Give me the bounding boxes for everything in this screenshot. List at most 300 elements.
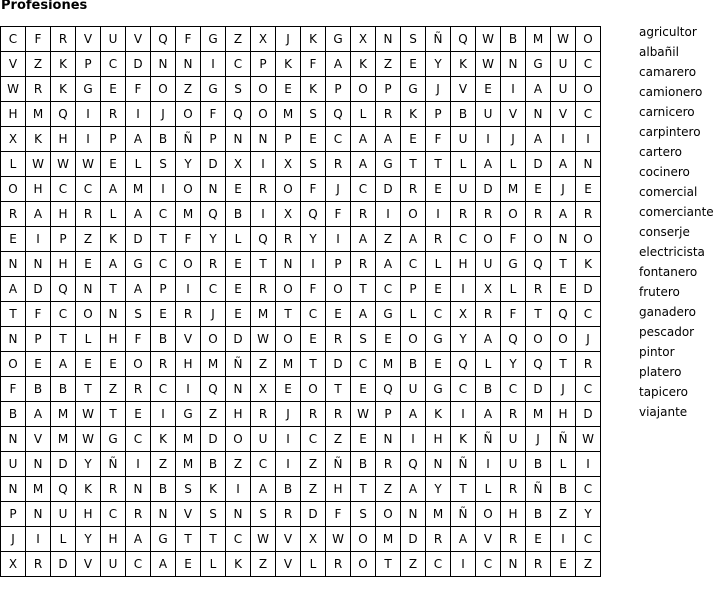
grid-cell: W	[476, 52, 501, 77]
grid-cell: E	[526, 177, 551, 202]
grid-cell: R	[1, 202, 26, 227]
grid-cell: J	[551, 177, 576, 202]
grid-cell: C	[126, 552, 151, 577]
grid-cell: I	[251, 202, 276, 227]
grid-cell: Y	[201, 227, 226, 252]
grid-cell: J	[151, 102, 176, 127]
grid-cell: G	[326, 27, 351, 52]
grid-cell: V	[276, 552, 301, 577]
grid-cell: T	[151, 227, 176, 252]
grid-cell: O	[1, 177, 26, 202]
grid-cell: T	[551, 252, 576, 277]
grid-cell: N	[226, 127, 251, 152]
grid-cell: W	[26, 152, 51, 177]
grid-cell: G	[176, 402, 201, 427]
grid-cell: B	[351, 452, 376, 477]
grid-cell: T	[426, 152, 451, 177]
grid-cell: V	[551, 102, 576, 127]
grid-cell: F	[301, 277, 326, 302]
grid-cell: D	[526, 152, 551, 177]
grid-row	[1, 502, 601, 527]
grid-cell: K	[276, 52, 301, 77]
grid-cell: M	[376, 527, 401, 552]
word-list-item: frutero	[639, 285, 680, 299]
grid-cell: H	[326, 477, 351, 502]
grid-cell: M	[376, 352, 401, 377]
grid-cell: E	[151, 302, 176, 327]
grid-cell: C	[576, 527, 601, 552]
grid-cell: T	[551, 352, 576, 377]
grid-cell: B	[201, 452, 226, 477]
grid-cell: M	[176, 452, 201, 477]
grid-cell: Q	[376, 377, 401, 402]
grid-cell: N	[226, 377, 251, 402]
grid-cell: D	[401, 527, 426, 552]
grid-cell: N	[226, 502, 251, 527]
grid-cell: R	[251, 402, 276, 427]
grid-cell: K	[226, 552, 251, 577]
grid-row	[1, 277, 601, 302]
grid-cell: O	[401, 202, 426, 227]
grid-cell: X	[226, 152, 251, 177]
grid-cell: C	[426, 552, 451, 577]
grid-cell: T	[201, 527, 226, 552]
grid-cell: O	[401, 327, 426, 352]
grid-cell: C	[576, 302, 601, 327]
word-list-item: albañil	[639, 45, 679, 59]
grid-cell: Q	[51, 277, 76, 302]
grid-row	[1, 177, 601, 202]
grid-cell: O	[526, 327, 551, 352]
grid-cell: H	[51, 202, 76, 227]
grid-cell: L	[76, 327, 101, 352]
grid-cell: K	[451, 427, 476, 452]
grid-cell: L	[451, 152, 476, 177]
grid-cell: Z	[251, 552, 276, 577]
grid-cell: Z	[376, 52, 401, 77]
grid-cell: E	[226, 302, 251, 327]
grid-cell: I	[551, 127, 576, 152]
grid-cell: O	[176, 177, 201, 202]
grid-cell: P	[201, 127, 226, 152]
puzzle-title: Profesiones	[1, 0, 88, 13]
grid-row	[1, 77, 601, 102]
letter-grid	[0, 26, 601, 577]
grid-cell: F	[426, 127, 451, 152]
grid-cell: C	[101, 52, 126, 77]
grid-cell: I	[76, 127, 101, 152]
grid-cell: U	[401, 377, 426, 402]
grid-cell: B	[401, 352, 426, 377]
grid-cell: A	[551, 152, 576, 177]
grid-cell: L	[551, 452, 576, 477]
grid-cell: S	[351, 502, 376, 527]
grid-cell: G	[526, 52, 551, 77]
grid-cell: Ñ	[176, 127, 201, 152]
grid-cell: H	[426, 427, 451, 452]
grid-cell: T	[251, 252, 276, 277]
grid-cell: T	[351, 477, 376, 502]
grid-cell: F	[201, 102, 226, 127]
grid-cell: U	[551, 52, 576, 77]
grid-cell: I	[451, 402, 476, 427]
grid-cell: I	[276, 427, 301, 452]
grid-cell: C	[251, 452, 276, 477]
grid-cell: E	[351, 427, 376, 452]
word-list-item: fontanero	[639, 265, 698, 279]
grid-cell: Q	[51, 477, 76, 502]
grid-cell: M	[26, 477, 51, 502]
grid-cell: G	[376, 302, 401, 327]
grid-cell: G	[426, 327, 451, 352]
grid-cell: I	[176, 277, 201, 302]
grid-cell: N	[26, 502, 51, 527]
grid-cell: C	[201, 277, 226, 302]
grid-cell: F	[301, 52, 326, 77]
grid-cell: F	[126, 327, 151, 352]
grid-cell: Z	[151, 452, 176, 477]
grid-cell: G	[501, 252, 526, 277]
grid-cell: W	[251, 527, 276, 552]
grid-cell: P	[326, 77, 351, 102]
grid-cell: R	[576, 202, 601, 227]
grid-cell: P	[276, 127, 301, 152]
grid-cell: E	[426, 277, 451, 302]
grid-cell: R	[476, 302, 501, 327]
grid-cell: N	[76, 277, 101, 302]
grid-cell: O	[1, 352, 26, 377]
grid-cell: H	[51, 127, 76, 152]
grid-cell: V	[501, 102, 526, 127]
grid-cell: I	[451, 552, 476, 577]
grid-row	[1, 102, 601, 127]
grid-cell: E	[176, 552, 201, 577]
grid-cell: S	[126, 302, 151, 327]
grid-cell: K	[426, 402, 451, 427]
grid-cell: N	[1, 477, 26, 502]
grid-cell: X	[251, 377, 276, 402]
grid-cell: A	[476, 402, 501, 427]
grid-cell: N	[126, 477, 151, 502]
grid-cell: P	[401, 277, 426, 302]
grid-cell: M	[51, 427, 76, 452]
grid-cell: D	[576, 277, 601, 302]
grid-cell: H	[226, 402, 251, 427]
grid-cell: O	[526, 227, 551, 252]
grid-cell: U	[551, 77, 576, 102]
grid-row	[1, 527, 601, 552]
grid-cell: X	[251, 27, 276, 52]
word-list-item: electricista	[639, 245, 705, 259]
grid-cell: R	[326, 552, 351, 577]
grid-row	[1, 327, 601, 352]
grid-cell: T	[451, 477, 476, 502]
grid-cell: W	[576, 427, 601, 452]
grid-cell: M	[526, 402, 551, 427]
grid-cell: I	[201, 52, 226, 77]
grid-cell: N	[426, 452, 451, 477]
grid-cell: A	[476, 327, 501, 352]
grid-cell: L	[501, 277, 526, 302]
grid-cell: C	[76, 177, 101, 202]
word-list-item: conserje	[639, 225, 690, 239]
grid-cell: R	[26, 77, 51, 102]
grid-row	[1, 252, 601, 277]
grid-cell: O	[301, 377, 326, 402]
grid-cell: R	[426, 527, 451, 552]
grid-cell: Q	[326, 102, 351, 127]
grid-row	[1, 202, 601, 227]
grid-cell: W	[351, 402, 376, 427]
grid-cell: H	[101, 327, 126, 352]
grid-cell: O	[576, 27, 601, 52]
grid-cell: O	[276, 177, 301, 202]
grid-cell: Ñ	[226, 352, 251, 377]
grid-cell: A	[351, 152, 376, 177]
grid-cell: I	[576, 127, 601, 152]
grid-cell: E	[1, 227, 26, 252]
grid-cell: K	[76, 477, 101, 502]
grid-cell: R	[476, 202, 501, 227]
grid-cell: Z	[301, 452, 326, 477]
grid-row	[1, 52, 601, 77]
grid-cell: O	[351, 77, 376, 102]
grid-cell: D	[51, 552, 76, 577]
grid-cell: C	[451, 377, 476, 402]
grid-cell: R	[576, 352, 601, 377]
grid-cell: Z	[401, 552, 426, 577]
grid-cell: M	[526, 27, 551, 52]
grid-cell: A	[51, 352, 76, 377]
grid-cell: R	[401, 177, 426, 202]
grid-cell: L	[101, 202, 126, 227]
grid-cell: Z	[26, 52, 51, 77]
grid-cell: U	[501, 427, 526, 452]
grid-row	[1, 427, 601, 452]
grid-cell: N	[151, 52, 176, 77]
grid-cell: D	[326, 352, 351, 377]
grid-cell: F	[326, 202, 351, 227]
grid-cell: W	[251, 327, 276, 352]
grid-cell: Z	[201, 402, 226, 427]
grid-cell: L	[501, 152, 526, 177]
grid-cell: R	[126, 502, 151, 527]
word-list-item: comercial	[639, 185, 698, 199]
grid-cell: E	[126, 402, 151, 427]
grid-cell: O	[251, 102, 276, 127]
grid-cell: A	[401, 402, 426, 427]
grid-cell: S	[351, 327, 376, 352]
grid-cell: Z	[101, 377, 126, 402]
grid-cell: Z	[176, 77, 201, 102]
grid-cell: D	[201, 427, 226, 452]
grid-cell: A	[126, 527, 151, 552]
grid-cell: R	[351, 252, 376, 277]
grid-cell: P	[76, 52, 101, 77]
grid-row	[1, 152, 601, 177]
grid-cell: K	[26, 127, 51, 152]
grid-cell: Q	[401, 452, 426, 477]
grid-cell: Q	[526, 352, 551, 377]
grid-cell: D	[126, 227, 151, 252]
grid-cell: E	[276, 377, 301, 402]
grid-cell: N	[501, 52, 526, 77]
grid-cell: R	[376, 452, 401, 477]
grid-cell: O	[226, 427, 251, 452]
grid-cell: W	[1, 77, 26, 102]
grid-cell: T	[76, 377, 101, 402]
grid-cell: W	[76, 402, 101, 427]
grid-cell: C	[101, 502, 126, 527]
grid-cell: E	[551, 552, 576, 577]
grid-cell: W	[51, 152, 76, 177]
grid-cell: I	[151, 177, 176, 202]
grid-cell: E	[301, 327, 326, 352]
grid-cell: V	[451, 77, 476, 102]
grid-cell: L	[301, 552, 326, 577]
grid-cell: C	[1, 27, 26, 52]
grid-cell: H	[101, 527, 126, 552]
grid-cell: H	[1, 102, 26, 127]
grid-cell: A	[101, 177, 126, 202]
grid-cell: H	[51, 252, 76, 277]
grid-cell: U	[451, 127, 476, 152]
grid-cell: W	[326, 527, 351, 552]
grid-cell: Ñ	[451, 452, 476, 477]
grid-cell: Ñ	[426, 27, 451, 52]
grid-cell: V	[276, 527, 301, 552]
grid-cell: Z	[326, 427, 351, 452]
grid-cell: R	[526, 277, 551, 302]
grid-cell: Q	[551, 302, 576, 327]
grid-cell: I	[26, 227, 51, 252]
grid-cell: Q	[226, 102, 251, 127]
grid-cell: Y	[176, 152, 201, 177]
grid-cell: I	[226, 477, 251, 502]
grid-cell: X	[276, 202, 301, 227]
grid-cell: Ñ	[526, 477, 551, 502]
grid-cell: K	[201, 477, 226, 502]
grid-cell: C	[351, 352, 376, 377]
grid-cell: S	[226, 77, 251, 102]
grid-cell: D	[51, 452, 76, 477]
grid-cell: A	[476, 152, 501, 177]
grid-cell: P	[326, 252, 351, 277]
grid-cell: U	[1, 452, 26, 477]
grid-cell: C	[226, 52, 251, 77]
grid-cell: J	[326, 177, 351, 202]
grid-cell: V	[126, 27, 151, 52]
grid-cell: P	[251, 52, 276, 77]
grid-cell: M	[276, 352, 301, 377]
grid-cell: V	[476, 527, 501, 552]
grid-cell: O	[251, 77, 276, 102]
grid-cell: I	[551, 527, 576, 552]
word-list-item: camionero	[639, 85, 703, 99]
grid-cell: S	[251, 502, 276, 527]
grid-cell: A	[126, 202, 151, 227]
grid-cell: J	[426, 77, 451, 102]
grid-cell: B	[501, 27, 526, 52]
grid-cell: M	[501, 177, 526, 202]
grid-cell: S	[201, 502, 226, 527]
grid-cell: O	[551, 327, 576, 352]
grid-cell: T	[1, 302, 26, 327]
grid-cell: N	[576, 152, 601, 177]
grid-cell: R	[201, 252, 226, 277]
grid-cell: I	[251, 152, 276, 177]
grid-cell: Q	[451, 27, 476, 52]
grid-row	[1, 352, 601, 377]
grid-cell: Z	[376, 227, 401, 252]
grid-row	[1, 402, 601, 427]
grid-cell: R	[526, 552, 551, 577]
grid-cell: N	[1, 427, 26, 452]
grid-cell: O	[376, 502, 401, 527]
grid-row	[1, 302, 601, 327]
grid-cell: C	[426, 302, 451, 327]
grid-cell: M	[176, 427, 201, 452]
grid-cell: K	[51, 52, 76, 77]
grid-cell: N	[401, 502, 426, 527]
grid-row	[1, 452, 601, 477]
grid-cell: Z	[76, 227, 101, 252]
grid-cell: N	[501, 552, 526, 577]
grid-cell: B	[151, 127, 176, 152]
grid-cell: E	[526, 527, 551, 552]
grid-cell: I	[501, 77, 526, 102]
grid-cell: L	[351, 102, 376, 127]
grid-cell: L	[476, 352, 501, 377]
grid-row	[1, 127, 601, 152]
grid-cell: Ñ	[451, 502, 476, 527]
grid-cell: Q	[451, 352, 476, 377]
grid-cell: L	[126, 152, 151, 177]
grid-cell: O	[351, 527, 376, 552]
grid-cell: E	[101, 77, 126, 102]
grid-cell: E	[76, 252, 101, 277]
grid-cell: Z	[301, 477, 326, 502]
grid-cell: Y	[451, 327, 476, 352]
grid-cell: E	[576, 177, 601, 202]
grid-cell: Q	[501, 327, 526, 352]
grid-cell: A	[26, 402, 51, 427]
grid-cell: T	[526, 302, 551, 327]
grid-cell: M	[251, 302, 276, 327]
grid-cell: C	[451, 227, 476, 252]
grid-cell: K	[301, 27, 326, 52]
grid-cell: A	[26, 202, 51, 227]
grid-cell: J	[576, 327, 601, 352]
grid-cell: F	[501, 227, 526, 252]
grid-cell: P	[1, 502, 26, 527]
grid-cell: K	[51, 77, 76, 102]
grid-cell: R	[526, 202, 551, 227]
grid-cell: F	[126, 77, 151, 102]
grid-cell: O	[151, 77, 176, 102]
grid-cell: J	[201, 302, 226, 327]
grid-cell: U	[476, 252, 501, 277]
grid-cell: C	[351, 177, 376, 202]
grid-cell: U	[501, 452, 526, 477]
word-list-item: pintor	[639, 345, 675, 359]
grid-cell: I	[476, 452, 501, 477]
grid-cell: E	[101, 352, 126, 377]
grid-cell: T	[176, 527, 201, 552]
grid-cell: D	[526, 377, 551, 402]
grid-cell: P	[376, 402, 401, 427]
grid-cell: A	[526, 127, 551, 152]
